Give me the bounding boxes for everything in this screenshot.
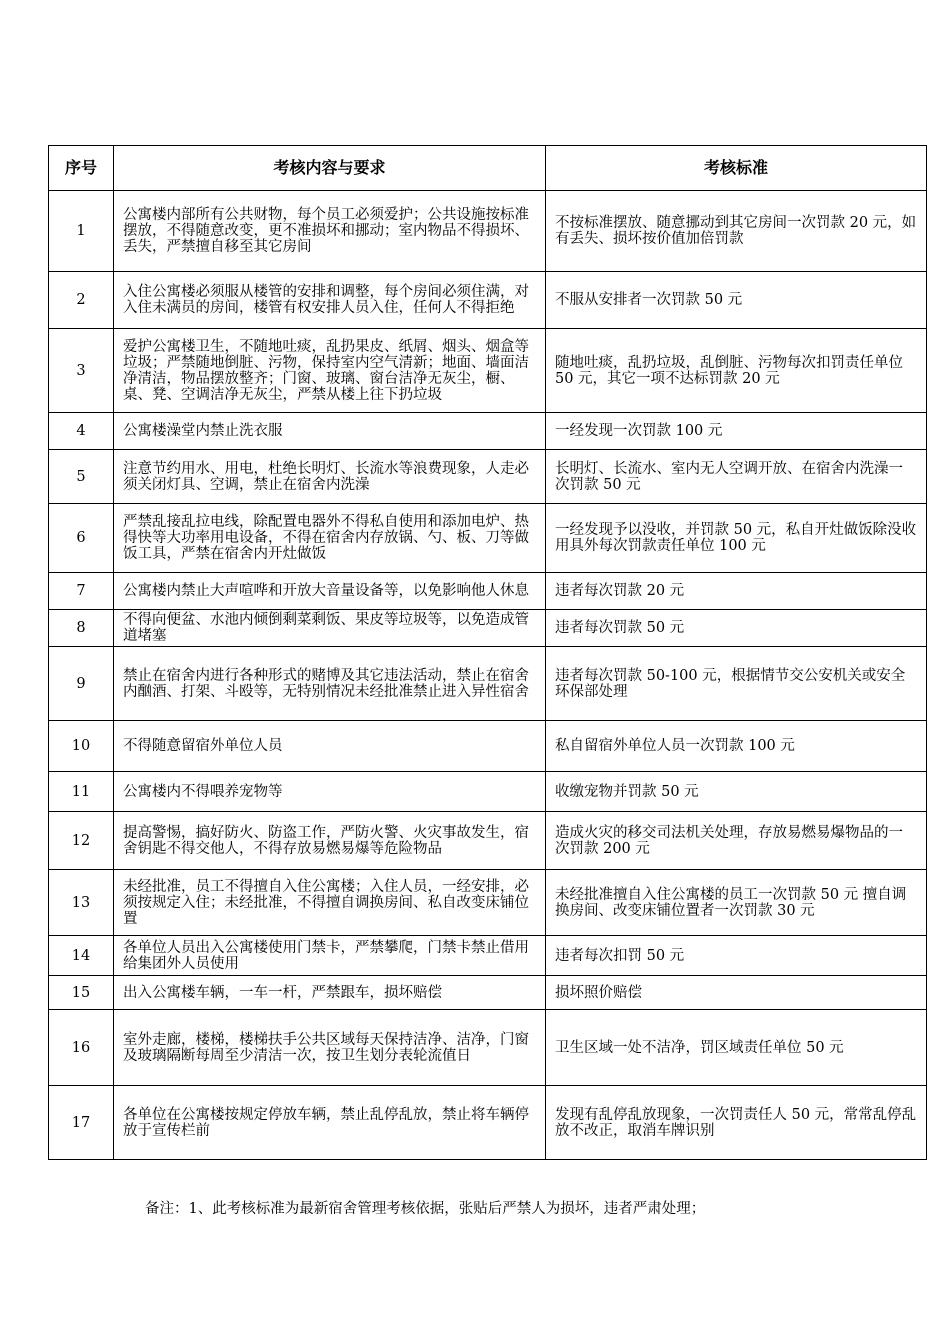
row-number: 11 — [49, 772, 114, 812]
row-number: 17 — [49, 1086, 114, 1160]
row-standard: 一经发现一次罚款 100 元 — [546, 413, 927, 450]
row-content: 各单位在公寓楼按规定停放车辆，禁止乱停乱放，禁止将车辆停放于宣传栏前 — [114, 1086, 546, 1160]
table-row — [49, 272, 927, 329]
table-row — [49, 936, 927, 976]
table-row — [49, 191, 927, 272]
row-content: 公寓楼内禁止大声喧哗和开放大音量设备等，以免影响他人休息 — [114, 573, 546, 610]
table-row — [49, 329, 927, 413]
row-content: 禁止在宿舍内进行各种形式的赌博及其它违法活动，禁止在宿舍内酗酒、打架、斗殴等，无特别情况未经批准禁止进入异性宿舍 — [114, 647, 546, 721]
row-number: 12 — [49, 812, 114, 870]
row-number: 9 — [49, 647, 114, 721]
table-row — [49, 573, 927, 610]
table-row — [49, 1010, 927, 1086]
table-row — [49, 647, 927, 721]
assessment-table — [48, 145, 927, 1160]
row-standard: 违者每次罚款 50 元 — [546, 610, 927, 647]
header-standard: 考核标准 — [546, 146, 927, 191]
row-standard: 造成火灾的移交司法机关处理，存放易燃易爆物品的一次罚款 200 元 — [546, 812, 927, 870]
row-content: 提高警惕，搞好防火、防盗工作，严防火警、火灾事故发生，宿舍钥匙不得交他人，不得存放易燃易爆等危险物品 — [114, 812, 546, 870]
row-standard: 损坏照价赔偿 — [546, 976, 927, 1010]
row-content: 未经批准，员工不得擅自入住公寓楼；入住人员，一经安排，必须按规定入住；未经批准，不得擅自调换房间、私自改变床铺位置 — [114, 870, 546, 936]
row-number: 2 — [49, 272, 114, 329]
row-content: 公寓楼澡堂内禁止洗衣服 — [114, 413, 546, 450]
row-content: 不得随意留宿外单位人员 — [114, 721, 546, 772]
table-row — [49, 721, 927, 772]
row-standard: 未经批准擅自入住公寓楼的员工一次罚款 50 元 擅自调换房间、改变床铺位置者一次罚款 30 元 — [546, 870, 927, 936]
table-row — [49, 812, 927, 870]
table-row — [49, 772, 927, 812]
row-number: 5 — [49, 450, 114, 504]
row-content: 公寓楼内不得喂养宠物等 — [114, 772, 546, 812]
row-standard: 私自留宿外单位人员一次罚款 100 元 — [546, 721, 927, 772]
row-content: 不得向便盆、水池内倾倒剩菜剩饭、果皮等垃圾等，以免造成管道堵塞 — [114, 610, 546, 647]
row-standard: 随地吐痰，乱扔垃圾，乱倒脏、污物每次扣罚责任单位 50 元，其它一项不达标罚款 20 元 — [546, 329, 927, 413]
table-header-row — [49, 146, 927, 191]
table-body — [49, 191, 927, 1160]
row-number: 14 — [49, 936, 114, 976]
row-content: 注意节约用水、用电，杜绝长明灯、长流水等浪费现象，人走必须关闭灯具、空调，禁止在宿舍内洗澡 — [114, 450, 546, 504]
row-content: 室外走廊，楼梯，楼梯扶手公共区域每天保持洁净、洁净，门窗及玻璃隔断每周至少清洁一次，按卫生划分表轮流值日 — [114, 1010, 546, 1086]
row-number: 10 — [49, 721, 114, 772]
row-number: 3 — [49, 329, 114, 413]
row-standard: 一经发现予以没收，并罚款 50 元，私自开灶做饭除没收用具外每次罚款责任单位 100 元 — [546, 504, 927, 573]
row-standard: 不服从安排者一次罚款 50 元 — [546, 272, 927, 329]
table-row — [49, 610, 927, 647]
table-row — [49, 1086, 927, 1160]
row-standard: 卫生区域一处不洁净，罚区域责任单位 50 元 — [546, 1010, 927, 1086]
row-standard: 发现有乱停乱放现象，一次罚责任人 50 元，常常乱停乱放不改正，取消车牌识别 — [546, 1086, 927, 1160]
footnote: 备注：1、此考核标准为最新宿舍管理考核依据，张贴后严禁人为损坏，违者严肃处理； — [145, 1201, 706, 1217]
row-number: 15 — [49, 976, 114, 1010]
row-standard: 长明灯、长流水、室内无人空调开放、在宿舍内洗澡一次罚款 50 元 — [546, 450, 927, 504]
table-row — [49, 976, 927, 1010]
row-content: 严禁乱接乱拉电线，除配置电器外不得私自使用和添加电炉、热得快等大功率用电设备，不得在宿舍内存放锅、勺、板、刀等做饭工具，严禁在宿舍内开灶做饭 — [114, 504, 546, 573]
table-row — [49, 870, 927, 936]
row-number: 8 — [49, 610, 114, 647]
row-number: 13 — [49, 870, 114, 936]
row-number: 7 — [49, 573, 114, 610]
table-row — [49, 413, 927, 450]
header-content: 考核内容与要求 — [114, 146, 546, 191]
row-number: 1 — [49, 191, 114, 272]
row-content: 出入公寓楼车辆，一车一杆，严禁跟车，损坏赔偿 — [114, 976, 546, 1010]
row-content: 公寓楼内部所有公共财物，每个员工必须爱护；公共设施按标准摆放，不得随意改变，更不准损坏和挪动；室内物品不得损坏、丢失，严禁擅自移至其它房间 — [114, 191, 546, 272]
row-content: 爱护公寓楼卫生，不随地吐痰，乱扔果皮、纸屑、烟头、烟盒等垃圾；严禁随地倒脏、污物，保持室内空气清新；地面、墙面洁净清洁，物品摆放整齐；门窗、玻璃、窗台洁净无灰尘，橱、桌、凳、空调洁净无灰尘，严禁从楼上往下扔垃圾 — [114, 329, 546, 413]
row-standard: 违者每次罚款 50-100 元，根据情节交公安机关或安全环保部处理 — [546, 647, 927, 721]
table-row — [49, 450, 927, 504]
row-content: 各单位人员出入公寓楼使用门禁卡，严禁攀爬，门禁卡禁止借用给集团外人员使用 — [114, 936, 546, 976]
row-number: 6 — [49, 504, 114, 573]
row-number: 4 — [49, 413, 114, 450]
table-row — [49, 504, 927, 573]
row-standard: 收缴宠物并罚款 50 元 — [546, 772, 927, 812]
row-content: 入住公寓楼必须服从楼管的安排和调整，每个房间必须住满，对入住未满员的房间，楼管有权安排人员入住，任何人不得拒绝 — [114, 272, 546, 329]
row-standard: 不按标准摆放、随意挪动到其它房间一次罚款 20 元，如有丢失、损坏按价值加倍罚款 — [546, 191, 927, 272]
header-number: 序号 — [49, 146, 114, 191]
row-standard: 违者每次罚款 20 元 — [546, 573, 927, 610]
row-standard: 违者每次扣罚 50 元 — [546, 936, 927, 976]
row-number: 16 — [49, 1010, 114, 1086]
